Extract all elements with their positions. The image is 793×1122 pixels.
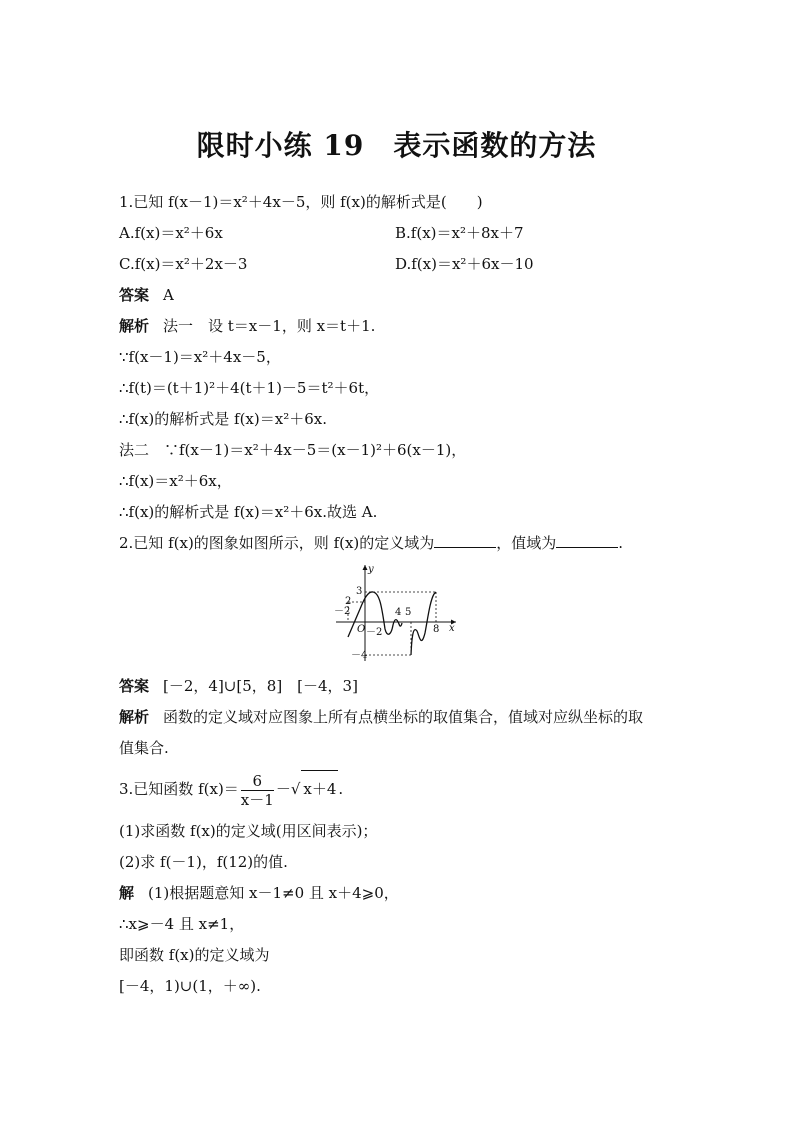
q2-stem — [119, 533, 623, 553]
q1-option-c: C.f(x)＝x²＋2x－3 — [119, 255, 248, 273]
q3-sqrt-body: x＋4 — [301, 770, 338, 807]
x-axis-label: x — [449, 623, 455, 634]
y-tick-2: 2 — [345, 596, 352, 607]
page-title: 限时小练 19 表示函数的方法 — [196, 129, 597, 162]
q1-answer-label: 答案 — [119, 286, 150, 304]
y-tick-neg2: －2 — [366, 627, 383, 638]
q3-stem — [119, 770, 343, 809]
q3-minus: － — [275, 780, 291, 798]
y-tick-neg4: －4 — [351, 650, 368, 661]
q1-method2-line1: 法二 ∵f(x－1)＝x²＋4x－5＝(x－1)²＋6(x－1)， — [119, 441, 467, 459]
q2-analysis-line2: 值集合. — [119, 739, 169, 757]
q1-method2-line3: ∴f(x)的解析式是 f(x)＝x²＋6x.故选 A. — [119, 503, 378, 521]
q1-option-b: B.f(x)＝x²＋8x＋7 — [395, 224, 524, 242]
q1-method2-line2: ∴f(x)＝x²＋6x， — [119, 472, 232, 490]
q2-answer: [－2，4]∪[5，8] [－4，3] — [163, 677, 358, 695]
q3-part2: (2)求 f(－1)，f(12)的值. — [119, 853, 288, 871]
q2-function-graph — [330, 561, 460, 664]
q2-analysis-line1: 函数的定义域对应图象上所有点横坐标的取值集合，值域对应纵坐标的取 — [163, 708, 644, 726]
q2-stem-part2: ，值域为 — [496, 534, 557, 552]
q1-stem: 1.已知 f(x－1)＝x²＋4x－5，则 f(x)的解析式是( ) — [119, 193, 483, 211]
q3-solution-label: 解 — [119, 884, 135, 902]
q1-method1-line4: ∴f(x)的解析式是 f(x)＝x²＋6x. — [119, 410, 327, 428]
q3-solution-line4: [－4，1)∪(1，＋∞). — [119, 977, 261, 995]
q1-analysis-label: 解析 — [119, 317, 150, 335]
q2-analysis-label: 解析 — [119, 708, 150, 726]
q3-solution-line3: 即函数 f(x)的定义域为 — [119, 946, 270, 964]
q3-stem-prefix: 3.已知函数 f(x)＝ — [119, 780, 239, 798]
q1-analysis-row — [119, 316, 375, 336]
q1-method1-line2: ∵f(x－1)＝x²＋4x－5， — [119, 348, 281, 366]
q1-method1-line3: ∴f(t)＝(t＋1)²＋4(t＋1)－5＝t²＋6t， — [119, 379, 380, 397]
q3-solution-row — [119, 883, 399, 903]
q2-answer-row — [119, 676, 358, 696]
q3-fraction-numerator: 6 — [241, 772, 274, 791]
x-tick-5: 5 — [405, 607, 412, 618]
q1-option-d: D.f(x)＝x²＋6x－10 — [395, 255, 534, 273]
q3-solution-line1: (1)根据题意知 x－1≠0 且 x＋4⩾0， — [148, 884, 399, 902]
y-axis-label: y — [368, 564, 374, 575]
q2-blank-domain[interactable] — [434, 533, 496, 548]
q2-stem-part3: . — [618, 534, 624, 552]
q1-answer: A — [163, 286, 174, 304]
q3-part1: (1)求函数 f(x)的定义域(用区间表示)； — [119, 822, 378, 840]
q2-answer-label: 答案 — [119, 677, 150, 695]
y-tick-3: 3 — [356, 586, 363, 597]
q2-stem-part1: 2.已知 f(x)的图象如图所示，则 f(x)的定义域为 — [119, 534, 435, 552]
q1-method1-line1: 法一 设 t＝x－1，则 x＝t＋1. — [163, 317, 376, 335]
y-axis-arrow — [363, 565, 368, 570]
q3-solution-line2: ∴x⩾－4 且 x≠1， — [119, 915, 245, 933]
q3-stem-suffix: . — [338, 780, 344, 798]
q2-analysis-row — [119, 707, 643, 727]
q1-option-a: A.f(x)＝x²＋6x — [119, 224, 223, 242]
q1-answer-row — [119, 285, 174, 305]
x-tick-neg2: －2 — [334, 606, 351, 617]
origin-label: O — [357, 624, 366, 635]
sqrt-icon: √ — [290, 780, 301, 798]
x-tick-8: 8 — [433, 624, 440, 635]
q2-blank-range[interactable] — [556, 533, 618, 548]
q3-fraction-denominator: x－1 — [240, 790, 274, 809]
x-tick-4: 4 — [395, 607, 402, 618]
q3-fraction — [241, 772, 274, 809]
